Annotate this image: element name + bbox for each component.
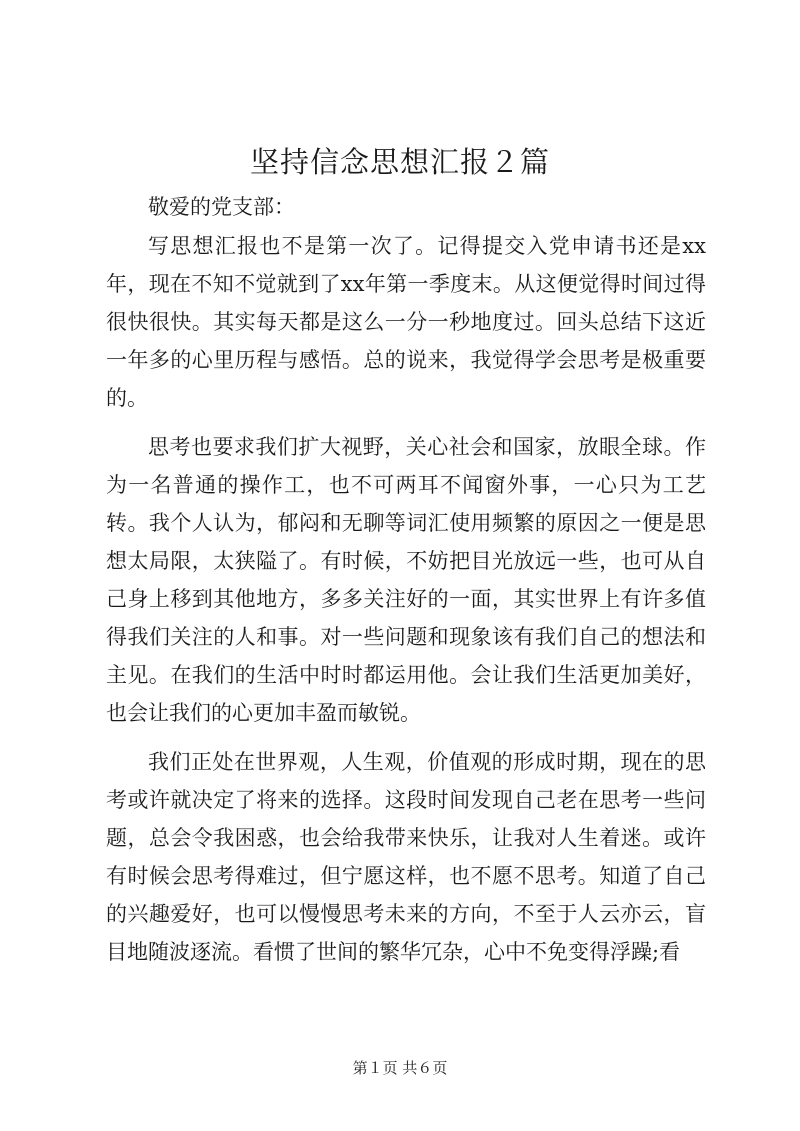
paragraph-3: 我们正处在世界观，人生观，价值观的形成时期，现在的思考或许就决定了将来的选择。这段时间发现自己老在思考一些问题，总会令我困惑，也会给我带来快乐，让我对人生着迷。或许有时候会思考得难过，但宁愿这样，也不愿不思考。知道了自己的兴趣爱好，也可以慢慢思考未来的方向，不至于人云亦云，盲目地随波逐流。看惯了世间的繁华冗杂，心中不免变得浮躁;看 (106, 750, 706, 964)
document-body (106, 188, 706, 972)
document-title: 坚持信念思想汇报２篇 (249, 145, 550, 179)
salutation: 敬爱的党支部： (148, 195, 295, 219)
page-footer: 第１页 共６页 (352, 1059, 448, 1077)
paragraph-2: 思考也要求我们扩大视野，关心社会和国家，放眼全球。作为一名普通的操作工，也不可两耳不闻窗外事，一心只为工艺转。我个人认为，郁闷和无聊等词汇使用频繁的原因之一便是思想太局限，太狭隘了。有时候，不妨把目光放远一些，也可从自己身上移到其他地方，多多关注好的一面，其实世界上有许多值得我们关注的人和事。对一些问题和现象该有我们自己的想法和主见。在我们的生活中时时都运用他。会让我们生活更加美好，也会让我们的心更加丰盈而敏锐。 (106, 435, 706, 725)
paragraph-1: 写思想汇报也不是第一次了。记得提交入党申请书还是xx年，现在不知不觉就到了xx年第一季度末。从这便觉得时间过得很快很快。其实每天都是这么一分一秒地度过。回头总结下这近一年多的心里历程与感悟。总的说来，我觉得学会思考是极重要的。 (106, 234, 706, 410)
